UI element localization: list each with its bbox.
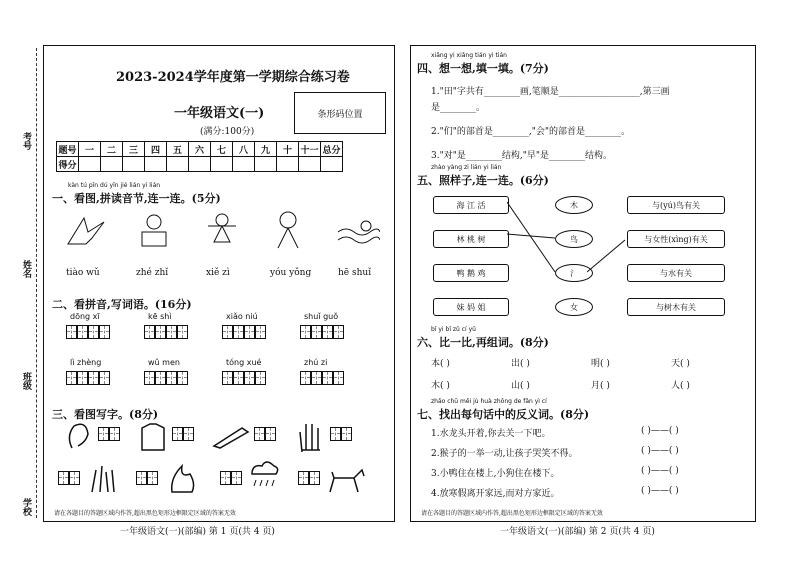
s5-example-lines [507,196,567,306]
writing-boxes[interactable] [144,370,188,389]
s3-boxes-horse[interactable] [298,470,320,489]
score-header-cell: 四 [145,142,167,157]
score-header-cell: 二 [101,142,123,157]
score-header-cell: 九 [255,142,277,157]
page-2 [410,45,756,522]
radical-group-box: 林 桃 树 [433,230,509,248]
score-input-cell[interactable] [167,157,189,172]
barcode-area: 条形码位置 [294,92,386,134]
pinyin-word: xiě zì [206,268,230,278]
score-header-cell: 总分 [321,142,343,157]
writing-boxes[interactable] [300,324,344,343]
radical-oval: 木 [555,196,593,214]
score-input-cell[interactable] [101,157,123,172]
fire-image [168,464,198,494]
ruler-image [212,426,250,450]
footer-page-1: 一年级语文(一)(部编) 第 1 页(共 4 页) [120,527,275,537]
s3-boxes-jacket[interactable] [172,426,194,445]
side-label-class: 班级 [21,372,31,390]
s3-boxes-ruler[interactable] [254,426,276,445]
meaning-box: 与(yú)鸟有关 [627,196,725,214]
s7-pinyin: zhǎo chū měi jù huà zhōng de fǎn yì cí [431,398,547,405]
crane-origami-image [66,214,106,248]
antonym-answer-blank[interactable]: ( )——( ) [641,446,679,456]
pinyin-prompt: wǔ men [148,358,180,367]
antonym-sentence: 1.水龙头开着,你去关一下吧。 [431,429,551,439]
pinyin-prompt: dōng xī [70,312,100,321]
score-input-cell[interactable] [277,157,299,172]
score-label-cell: 得分 [57,157,79,172]
score-input-cell[interactable] [321,157,343,172]
score-table [56,141,343,172]
score-header-cell: 十一 [299,142,321,157]
binding-line [36,48,37,518]
score-input-cell[interactable] [211,157,233,172]
pinyin-prompt: xiǎo niú [226,312,258,321]
pinyin-word: yóu yǒng [270,268,312,278]
s5-example-line-right [587,236,627,276]
notice-1: 请在各题目的答题区域内作答,超出黑色矩形边框限定区域的答案无效 [54,510,236,517]
score-input-cell[interactable] [233,157,255,172]
grass-image [88,464,118,494]
score-input-cell[interactable] [189,157,211,172]
pinyin-prompt: tóng xué [226,358,262,367]
meaning-box: 与水有关 [627,264,725,282]
antonym-answer-blank[interactable]: ( )——( ) [641,426,679,436]
meaning-box: 与女性(xìng)有关 [627,230,725,248]
score-input-cell[interactable] [255,157,277,172]
s1-title: 一、看图,拼读音节,连一连。(5分) [52,192,221,205]
word-group-blank[interactable]: 天( ) [671,359,690,369]
child-writing-image [134,212,174,250]
pinyin-prompt: kē shì [148,312,172,321]
s3-boxes-rain[interactable] [220,470,242,489]
radical-group-box: 海 江 活 [433,196,509,214]
s6-pinyin: bǐ yi bǐ zǔ cí yǔ [431,326,476,333]
antonym-answer-blank[interactable]: ( )——( ) [641,486,679,496]
antonym-answer-blank[interactable]: ( )——( ) [641,466,679,476]
girl-drinking-image [270,210,306,250]
word-group-blank[interactable]: 本( ) [431,359,450,369]
s4-line3: 3."对"是________结构,"早"是________结构。 [431,151,613,161]
pinyin-word: hē shuǐ [338,268,372,278]
pinyin-prompt: lì zhèng [70,358,102,367]
writing-boxes[interactable] [222,324,266,343]
word-group-blank[interactable]: 人( ) [671,381,690,391]
side-label-kaohao: 考号 [21,132,31,150]
score-input-cell[interactable] [299,157,321,172]
antonym-sentence: 3.小鸭住在楼上,小狗住在楼下。 [431,469,560,479]
s4-title: 四、想一想,填一填。(7分) [417,62,549,75]
meaning-box: 与树木有关 [627,298,725,316]
radical-oval: 氵 [555,264,593,282]
s5-title: 五、照样子,连一连。(6分) [417,174,549,187]
exam-title: 2023-2024学年度第一学期综合练习卷 [116,70,350,85]
s6-title: 六、比一比,再组词。(8分) [417,336,549,349]
ear-image [66,422,92,452]
pinyin-word: zhé zhǐ [136,268,169,278]
footer-page-2: 一年级语文(一)(部编) 第 2 页(共 4 页) [500,527,655,537]
s3-title: 三、看图写字。(8分) [52,408,159,421]
word-group-blank[interactable]: 木( ) [431,381,450,391]
word-group-blank[interactable]: 明( ) [591,359,610,369]
score-input-cell[interactable] [79,157,101,172]
score-header-cell: 一 [79,142,101,157]
girl-dancing-image [204,212,240,250]
full-score-note: (满分:100分) [200,127,255,137]
writing-boxes[interactable] [66,324,110,343]
antonym-sentence: 4.放寒假离开家远,而对方家近。 [431,489,560,499]
score-header-cell: 五 [167,142,189,157]
s4-line1: 1."田"字共有________画,笔顺是__________________,第三画 [431,87,670,97]
score-header-cell: 七 [211,142,233,157]
score-header-cell: 八 [233,142,255,157]
pinyin-word: tiào wǔ [66,268,100,278]
radical-oval: 女 [555,298,593,316]
score-header-cell: 三 [123,142,145,157]
radical-group-box: 鸭 鹅 鸡 [433,264,509,282]
writing-boxes[interactable] [300,370,344,389]
writing-boxes[interactable] [144,324,188,343]
pinyin-prompt: zhú zi [304,358,328,367]
s4-pinyin: xiǎng yi xiǎng tián yi tián [431,52,507,59]
rain-cloud-image [248,458,280,494]
s7-title: 七、找出每句话中的反义词。(8分) [417,408,590,421]
score-header-cell: 六 [189,142,211,157]
writing-boxes[interactable] [66,370,110,389]
score-input-cell[interactable] [145,157,167,172]
s5-pinyin: zhào yàng zi lián yi lián [431,164,502,171]
swimming-image [336,218,380,248]
hand-image [294,420,324,454]
horse-image [326,466,366,494]
subject-title: 一年级语文(一) [174,106,265,121]
side-label-name: 姓名 [21,260,31,278]
s4-line1b: 是________。 [431,103,486,113]
s3-boxes-hand[interactable] [330,426,352,445]
s3-boxes-grass[interactable] [58,470,80,489]
score-input-cell[interactable] [123,157,145,172]
s3-boxes-fire[interactable] [136,470,158,489]
score-header-cell: 十 [277,142,299,157]
radical-oval: 鸟 [555,230,593,248]
s2-title: 二、看拼音,写词语。(16分) [52,298,192,311]
notice-2: 请在各题目的答题区域内作答,超出黑色矩形边框限定区域的答案无效 [421,510,603,517]
page-1 [43,45,395,522]
word-group-blank[interactable]: 出( ) [511,359,530,369]
score-header-cell: 题号 [57,142,79,157]
jacket-image [138,422,168,452]
side-label-school: 学校 [21,498,31,516]
word-group-blank[interactable]: 月( ) [591,381,610,391]
antonym-sentence: 2.猴子的一举一动,让孩子哭笑不得。 [431,449,578,459]
radical-group-box: 妹 妈 姐 [433,298,509,316]
s1-pinyin: kàn tú pīn dú yīn jié lián yi lián [68,182,161,189]
pinyin-prompt: shuǐ guǒ [304,312,339,321]
s4-line2: 2."们"的部首是________,"会"的部首是________。 [431,127,631,137]
s3-boxes-ear[interactable] [98,426,120,445]
word-group-blank[interactable]: 山( ) [511,381,530,391]
writing-boxes[interactable] [222,370,266,389]
